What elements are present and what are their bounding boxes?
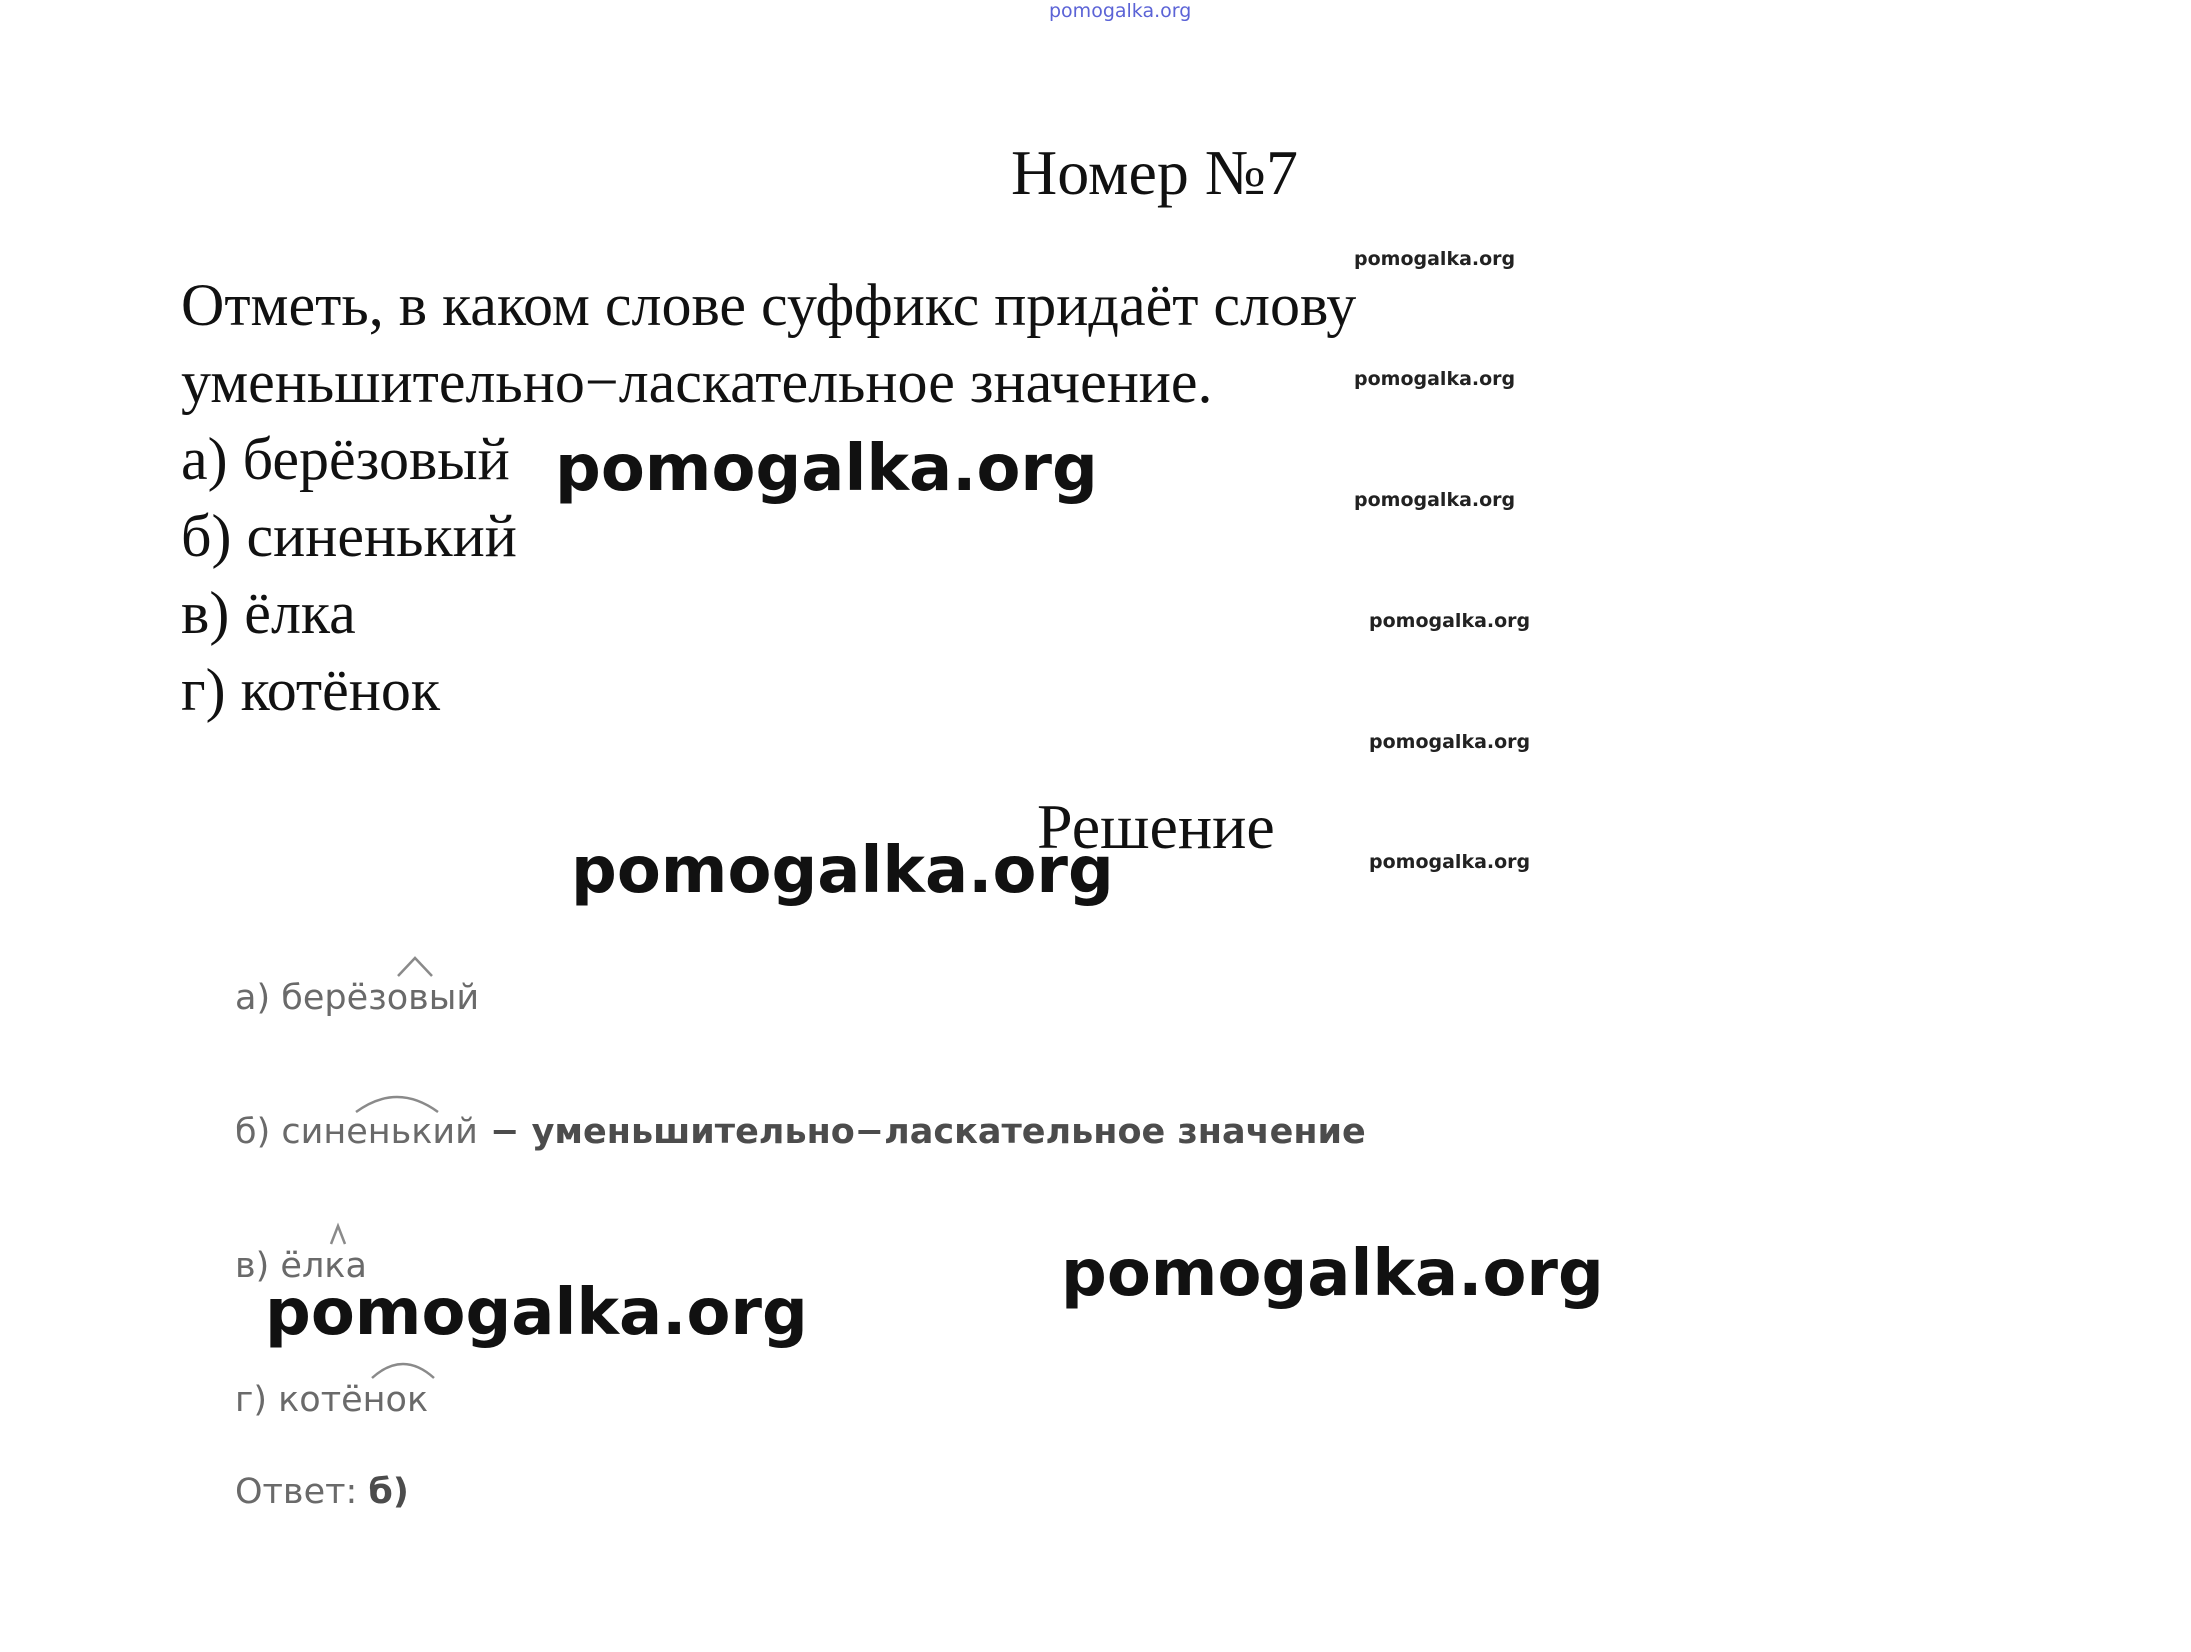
suffix-mark-icon [395, 954, 435, 980]
task-option-d: г) котёнок [181, 657, 441, 723]
task-question-line-1: Отметь, в каком слове суффикс придаёт слову [181, 272, 1357, 338]
solution-item-word: б) синенький [235, 1112, 478, 1152]
suffix-mark-icon [352, 1090, 442, 1116]
solution-item-a [235, 978, 479, 1018]
page-title: Номер №7 [1011, 137, 1298, 208]
suffix-mark-icon [328, 1222, 348, 1248]
watermark-large: pomogalka.org [265, 1276, 808, 1350]
solution-item-note: − уменьшительно−ласкательное значение [477, 1112, 1366, 1152]
watermark-large: pomogalka.org [571, 834, 1114, 908]
task-option-c: в) ёлка [181, 580, 356, 646]
answer-line [235, 1472, 409, 1512]
answer-label: Ответ: [235, 1472, 369, 1512]
solution-item-word: а) берёзовый [235, 978, 480, 1018]
solution-item-word: г) котёнок [235, 1380, 429, 1420]
site-label-top: pomogalka.org [1049, 0, 1192, 22]
suffix-mark-icon [368, 1356, 438, 1382]
watermark-large: pomogalka.org [555, 432, 1098, 506]
answer-value: б) [368, 1472, 409, 1512]
solution-item-b [235, 1112, 1366, 1152]
solution-item-d [235, 1380, 428, 1420]
solution-item-word: в) ёлка [235, 1246, 367, 1286]
watermark: pomogalka.org [1354, 368, 1516, 390]
task-question-line-2: уменьшительно−ласкательное значение. [181, 349, 1213, 415]
solution-heading: Решение [1037, 791, 1275, 862]
task-option-b: б) синенький [181, 503, 517, 569]
watermark: pomogalka.org [1369, 731, 1531, 753]
watermark: pomogalka.org [1369, 851, 1531, 873]
watermark: pomogalka.org [1369, 610, 1531, 632]
watermark: pomogalka.org [1354, 248, 1516, 270]
task-option-a: а) берёзовый [181, 426, 510, 492]
watermark-large: pomogalka.org [1061, 1237, 1604, 1311]
watermark: pomogalka.org [1354, 489, 1516, 511]
